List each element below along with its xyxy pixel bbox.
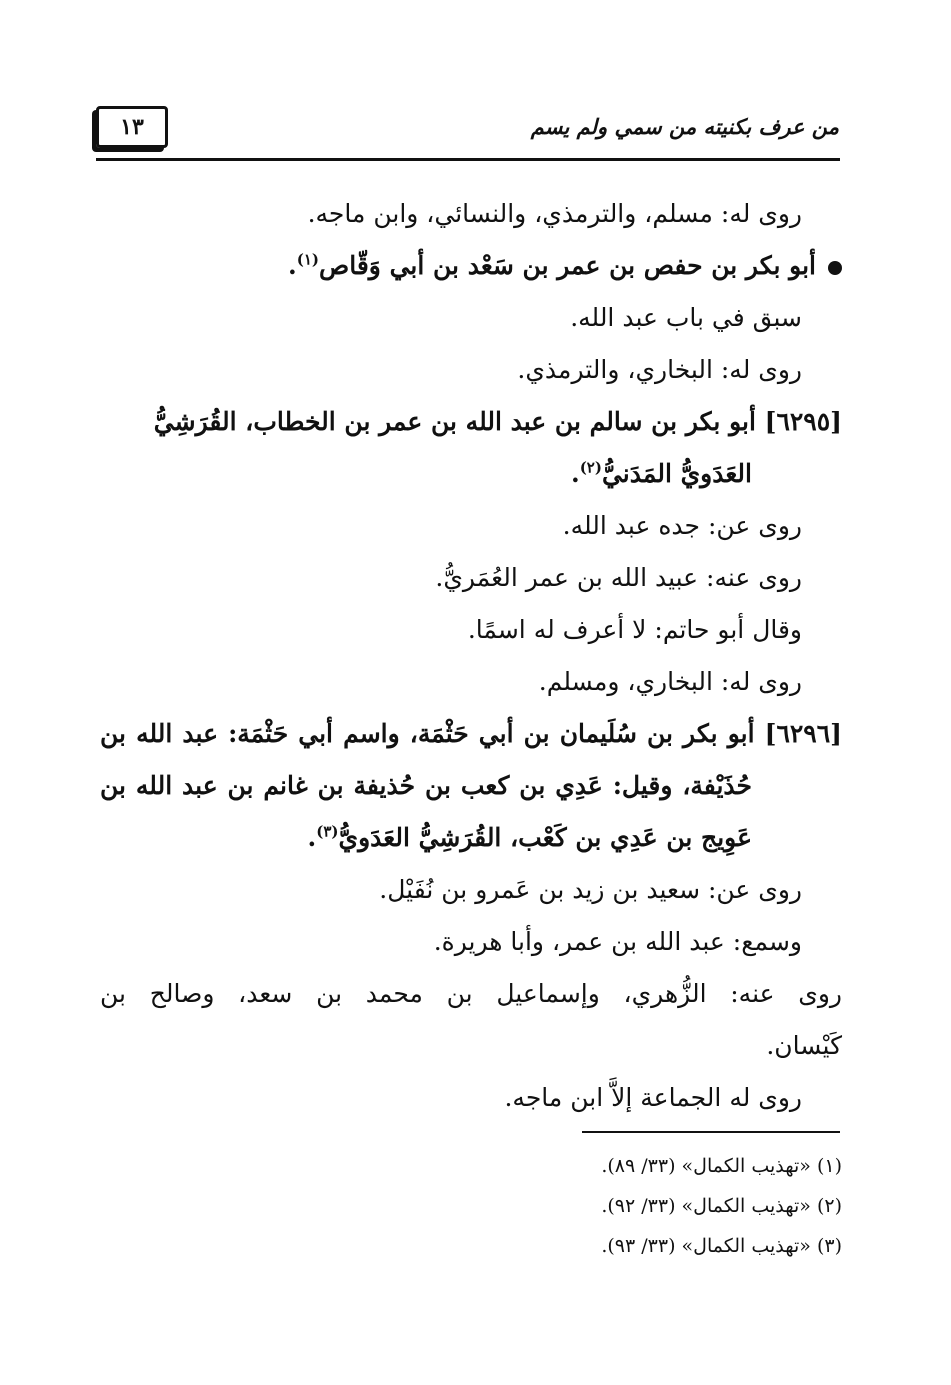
text-line: سبق في باب عبد الله.: [570, 303, 802, 332]
main-text: [100, 188, 842, 1124]
entry-period: .: [288, 251, 297, 280]
running-header-title: من عرف بكنيته من سمي ولم يسم: [530, 114, 839, 139]
entry-period: .: [570, 459, 580, 488]
page-number: ١٣: [120, 114, 144, 140]
bullet-icon: [828, 261, 842, 275]
footnote: (١) «تهذيب الكمال» (٣٣/ ٨٩).: [601, 1155, 842, 1177]
footnote: (٣) «تهذيب الكمال» (٣٣/ ٩٣).: [601, 1235, 842, 1257]
entry-name: عَوِيج بن عَدِي بن كَعْب، القُرَشِيُّ العَدَويُّ: [338, 823, 752, 852]
footnote-ref: (٢): [579, 458, 602, 477]
bullet-entry-heading: [100, 240, 842, 292]
text-line: روى له الجماعة إلاَّ ابن ماجه.: [504, 1083, 802, 1112]
footnote-ref: (١): [296, 250, 319, 269]
footnote-divider: [582, 1131, 840, 1133]
footnotes: [100, 1146, 842, 1266]
entry-heading-continuation: [100, 448, 842, 500]
entry-name: العَدَويُّ المَدَنيُّ: [601, 459, 752, 488]
footnote: (٢) «تهذيب الكمال» (٣٣/ ٩٢).: [601, 1195, 842, 1217]
entry-heading-continuation: [100, 812, 842, 864]
header-divider: [96, 158, 840, 161]
entry-heading-6296: [٦٢٩٦] أبو بكر بن سُلَيمان بن أبي حَثْمَة، واسم أبي حَثْمَة: عبد الله بن: [100, 719, 842, 748]
footnote-ref: (٣): [316, 822, 339, 841]
text-line: روى له: البخاري، والترمذي.: [517, 355, 802, 384]
entry-heading-continuation: حُذَيْفة، وقيل: عَدِي بن كعب بن حُذيفة بن غانم بن عبد الله بن: [100, 771, 752, 800]
page-number-badge: [96, 106, 168, 148]
text-line: وسمع: عبد الله بن عمر، وأبا هريرة.: [433, 927, 802, 956]
text-line: روى عن: جده عبد الله.: [562, 511, 802, 540]
entry-name: أبو بكر بن حفص بن عمر بن سَعْد بن أبي وَقّاص: [319, 251, 816, 280]
text-line: روى له: مسلم، والترمذي، والنسائي، وابن ماجه.: [307, 199, 802, 228]
text-line: كَيْسان.: [766, 1031, 842, 1060]
text-line: روى عنه: عبيد الله بن عمر العُمَريُّ.: [435, 563, 802, 592]
text-line: وقال أبو حاتم: لا أعرف له اسمًا.: [467, 615, 802, 644]
text-line: روى له: البخاري، ومسلم.: [538, 667, 802, 696]
entry-heading-6295: [٦٢٩٥] أبو بكر بن سالم بن عبد الله بن عمر بن الخطاب، القُرَشِيُّ: [153, 407, 842, 436]
text-line: روى عن: سعيد بن زيد بن عَمرو بن نُفَيْل.: [379, 875, 802, 904]
text-line: روى عنه: الزُّهري، وإسماعيل بن محمد بن سعد، وصالح بن: [100, 979, 842, 1008]
entry-period: .: [307, 823, 317, 852]
